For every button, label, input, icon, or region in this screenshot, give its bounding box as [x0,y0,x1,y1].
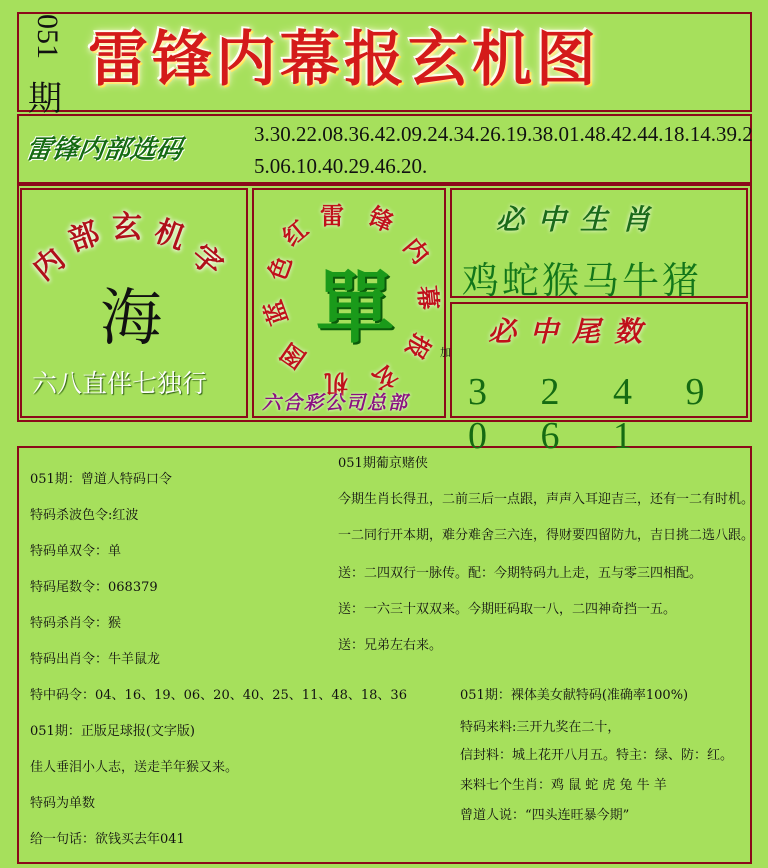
wheel-char-2: 锋 [364,202,398,238]
wheel-char-11: 红 [277,214,314,252]
mystery-character: 海 [100,281,163,354]
right-title: 051期葡京赌侠 [338,456,428,471]
left-item-4: 特码尾数令：068379 [30,580,158,595]
wheel-char-9: 蓝 [259,296,294,329]
must-zodiac-animals: 鸡蛇猴马牛猪 [462,259,702,302]
right-item-5: 送：兄弟左右来。 [338,638,443,653]
right-item-1: 今期生肖长得丑，二前三后一点跟，声声入耳迎吉三，还有一二有时机。 [338,492,755,507]
arc-char-1: 内 [26,241,72,288]
arc-char-2: 部 [64,215,105,259]
left-item-2: 特码杀波色令:红波 [30,508,139,523]
right-lower-4: 来料七个生肖：鸡 鼠 蛇 虎 兔 牛 羊 [460,778,667,793]
right-item-3: 送：二四双行一脉传。配：今期特码九上走，五与零三四相配。 [338,566,703,581]
wheel-char-1: 雷 [320,202,344,230]
issue-suffix: 期 [28,79,62,119]
wheel-char-4: 幕 [412,284,443,311]
left-item-5: 特码杀肖令：猴 [30,616,122,631]
wheel-char-7: 机 [324,369,348,397]
company-name: 六合彩公司总部 [262,392,410,414]
wheel-center-character: 單 [316,263,395,354]
mystery-hint: 六八直伴七独行 [32,369,208,398]
right-lower-1: 051期：裸体美女献特码(准确率100%) [460,688,689,703]
left-item-7: 特中码令：04、16、19、06、20、40、25、11、48、18、36 [30,688,407,703]
left-item-11: 给一句话：欲钱买去年041 [30,832,185,847]
left-item-1: 051期：曾道人特码口令 [30,472,172,487]
must-zodiac-title: 必中生肖 [496,203,665,236]
arc-char-5: 字 [184,237,230,284]
right-item-4: 送：一六三十双双来。今期旺码取一八，二四神奇挡一五。 [338,602,677,617]
wheel-char-3: 内 [397,232,435,270]
left-item-6: 特码出肖令：牛羊鼠龙 [30,652,161,667]
wheel-char-5: 报 [399,328,436,364]
codes-numbers: 3.30.22.08.36.42.09.24.34.26.19.38.01.48.42.44.18.14.39.25.06.10.40.29.46.20. [254,122,753,178]
right-lower-5: 曾道人说：“四头连旺暴今期” [460,808,630,823]
arc-char-3: 玄 [112,210,142,245]
wheel-char-8: 图 [275,337,312,374]
right-lower-2: 特码来料:三开九奖在二十， [460,720,621,735]
wheel-char-10: 色 [263,252,298,285]
stray-char: 加 [440,346,451,359]
left-item-8: 051期：正版足球报(文字版) [30,724,195,739]
right-lower-3: 信封料：城上花开八月五。特主：绿、防：红。 [460,748,734,763]
codes-label: 雷锋内部选码 [23,135,185,165]
wheel-char-6: 玄 [367,359,403,396]
issue-number-value: 051 [31,14,64,59]
right-item-2: 一二同行开本期，难分难舍三六连，得财要四留防九，吉日挑二选八跟。 [338,528,755,543]
left-item-9: 佳人垂泪小人志，送走羊年猴又来。 [30,760,239,775]
must-tail-digits: 3 2 4 9 0 6 1 [468,371,727,457]
left-item-10: 特码为单数 [30,796,96,811]
must-tail-title: 必中尾数 [488,315,657,348]
page-title: 雷锋内幕报玄机图 [88,25,600,95]
arc-char-4: 机 [149,213,190,257]
left-item-3: 特码单双令：单 [30,544,122,559]
